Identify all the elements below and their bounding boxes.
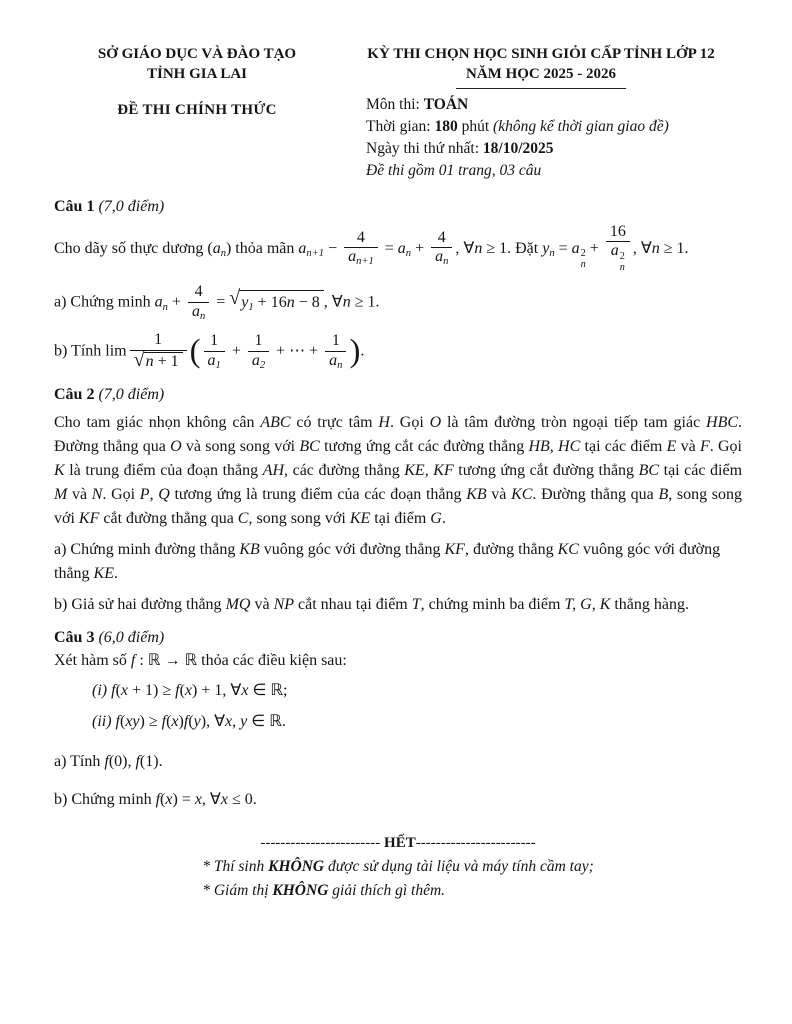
question-2-heading: Câu 2 (7,0 điểm) [54,385,165,403]
time-line: Thời gian: 180 phút (không kể thời gian giao đề) [366,117,669,135]
question-1-part-a: a) Chứng minh $a_n$ + $\frac{4}{a_n}$ = √ $y_1 + 16n - 8$ , ∀n ≥ 1. [54,282,380,322]
date-line: Ngày thi thứ nhất: 18/10/2025 [366,139,554,157]
question-3-condition-ii: (ii) f(xy) ≥ f(x)f(y), ∀x, y ∈ ℝ. [92,713,286,731]
question-1-intro: Cho dãy số thực dương $(a_n)$ thỏa mãn $a_{n+1}$ − $\frac{4}{a_{n+1}}$ = $a_n$ + $\frac{4}{a_n}$ , ∀n ≥ 1. Đặt $y_n = a$ 2 n + 16 a 2 n , ∀n ≥ 1. [54,222,689,274]
exam-title: KỲ THI CHỌN HỌC SINH GIỎI CẤP TỈNH LỚP 12 [367,46,715,62]
notes-block [202,855,594,903]
question-3-condition-i: (i) f(x + 1) ≥ f(x) + 1, ∀x ∈ ℝ; [92,681,288,699]
question-3-part-b: b) Chứng minh f(x) = x, ∀x ≤ 0. [54,791,257,809]
question-3-part-a: a) Tính f(0), f(1). [54,753,163,771]
question-2-part-b: b) Giả sử hai đường thẳng MQ và NP cắt nhau tại điểm T, chứng minh ba điểm T, G, K thẳng hàng. [54,595,690,613]
subject-line: Môn thi: TOÁN [366,95,469,113]
note-proctors: * Giám thị KHÔNG giải thích gì thêm. [202,882,446,900]
issuing-authority-block [54,44,340,182]
school-year-line [340,64,742,88]
header [54,44,742,182]
question-3-intro: Xét hàm số f : ℝ → ℝ thỏa các điều kiện sau: [54,651,347,669]
question-1-part-b: b) Tính lim 1 √ n + 1 ( $\frac{1}{a_1}$ + $\frac{1}{a_2}$ + ⋯ + $\frac{1}{a_n}$ ). [54,330,365,371]
department-name: SỞ GIÁO DỤC VÀ ĐÀO TẠO [97,46,297,62]
end-marker: ------------------------ HẾT------------------------ [260,835,536,852]
school-year-text: NĂM HỌC 2025 - 2026 [456,64,626,88]
footer [54,835,742,903]
page-count-line: Đề thi gồm 01 trang, 03 câu [366,161,542,179]
question-2-part-a: a) Chứng minh đường thẳng KB vuông góc với đường thẳng KF, đường thẳng KC vuông góc với đường thẳng KE. [54,540,721,582]
question-1-heading: Câu 1 (7,0 điểm) [54,197,165,215]
exam-info-block [340,44,742,182]
question-2-intro: Cho tam giác nhọn không cân ABC có trực tâm H. Gọi O là tâm đường tròn ngoại tiếp tam giác HBC. Đường thẳng qua O và song song với BC tương ứng cắt các đường thẳng HB, HC tại các điểm E và F. Gọi K là trung điểm của đoạn thẳng AH, các đường thẳng KE, KF tương ứng cắt đường thẳng BC tại các điểm M và N. Gọi P, Q tương ứng là trung điểm của các đoạn thẳng KB và KC. Đường thẳng qua B, song song với KF cắt đường thẳng qua C, song song với KE tại điểm G. [54,413,743,527]
note-candidates: * Thí sinh KHÔNG được sử dụng tài liệu và máy tính cầm tay; [202,858,594,876]
question-3-heading: Câu 3 (6,0 điểm) [54,628,165,646]
province-name: TỈNH GIA LAI [146,66,248,83]
official-exam-label: ĐỀ THI CHÍNH THỨC [117,101,277,118]
notes-wrap [54,855,742,903]
exam-meta [340,94,742,182]
exam-body [54,198,742,812]
